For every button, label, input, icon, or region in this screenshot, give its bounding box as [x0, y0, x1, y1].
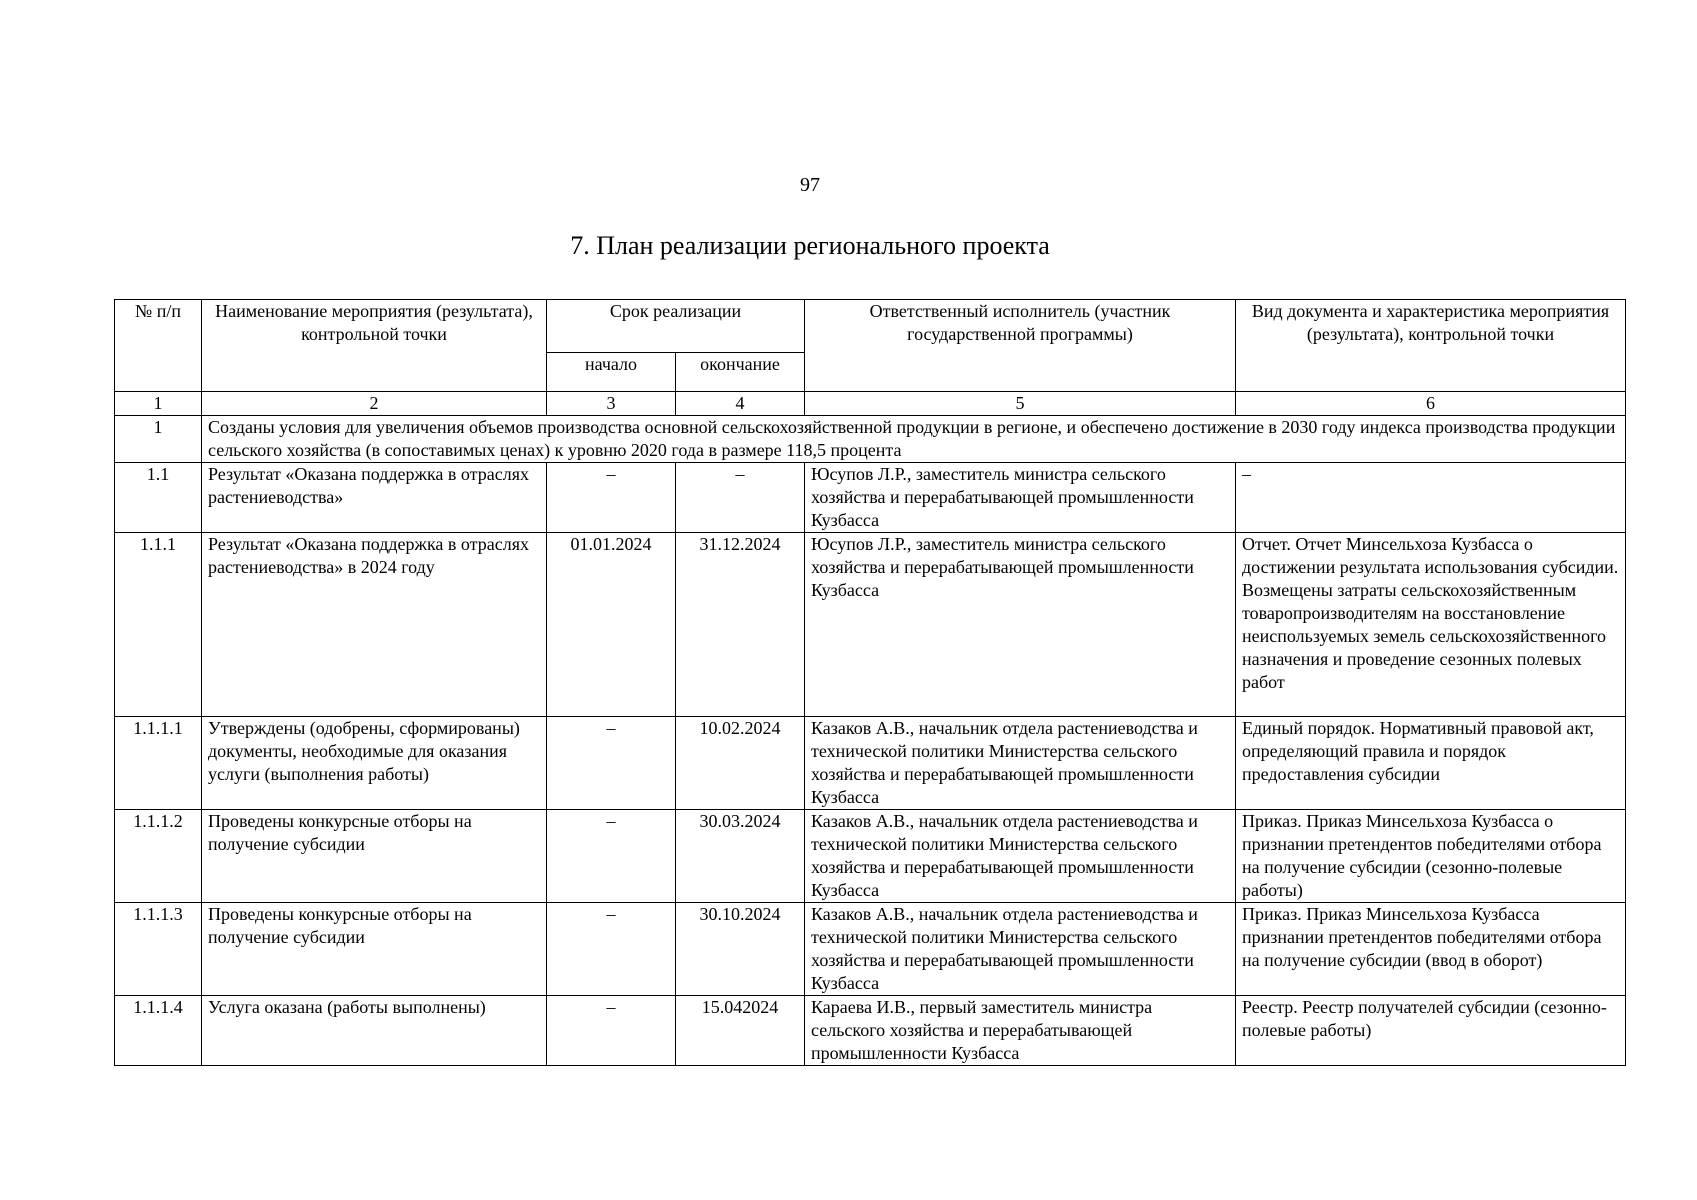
row-start: – [547, 996, 676, 1066]
row-start: – [547, 463, 676, 533]
row-name: Проведены конкурсные отборы на получение субсидии [202, 810, 547, 903]
header-responsible: Ответственный исполнитель (участник государственной программы) [805, 300, 1236, 392]
row-start: – [547, 717, 676, 810]
header-document: Вид документа и характеристика мероприятия (результата), контрольной точки [1236, 300, 1626, 392]
table-row [115, 463, 1626, 533]
row-num: 1.1.1.4 [115, 996, 202, 1066]
row-responsible: Юсупов Л.Р., заместитель министра сельского хозяйства и перерабатывающей промышленности Кузбасса [805, 533, 1236, 717]
row-num: 1.1.1 [115, 533, 202, 717]
plan-table [114, 299, 1626, 1066]
header-num: № п/п [115, 300, 202, 392]
section-num: 1 [115, 416, 202, 463]
table-row [115, 533, 1626, 717]
column-number-row [115, 392, 1626, 416]
page-title: 7. План реализации регионального проекта [570, 231, 1050, 260]
section-text: Созданы условия для увеличения объемов производства основной сельскохозяйственной продукции в регионе, и обеспечено достижение в 2030 году индекса производства продукции сельского хозяйства (в сопоставимых ценах) к уровню 2020 года в размере 118,5 процента [202, 416, 1626, 463]
row-name: Результат «Оказана поддержка в отраслях растениеводства» [202, 463, 547, 533]
header-name: Наименование мероприятия (результата), контрольной точки [202, 300, 547, 392]
column-number: 5 [805, 392, 1236, 416]
row-responsible: Казаков А.В., начальник отдела растениеводства и технической политики Министерства сельского хозяйства и перерабатывающей промышленности Кузбасса [805, 810, 1236, 903]
table-row [115, 810, 1626, 903]
row-end: 31.12.2024 [676, 533, 805, 717]
section-row [115, 416, 1626, 463]
header-end: окончание [676, 353, 805, 392]
row-num: 1.1.1.1 [115, 717, 202, 810]
row-end: 10.02.2024 [676, 717, 805, 810]
row-responsible: Юсупов Л.Р., заместитель министра сельского хозяйства и перерабатывающей промышленности Кузбасса [805, 463, 1236, 533]
row-document: Приказ. Приказ Минсельхоза Кузбасса признании претендентов победителями отбора на получение субсидии (ввод в оборот) [1236, 903, 1626, 996]
row-num: 1.1.1.3 [115, 903, 202, 996]
row-name: Результат «Оказана поддержка в отраслях растениеводства» в 2024 году [202, 533, 547, 717]
column-number: 6 [1236, 392, 1626, 416]
row-start: – [547, 810, 676, 903]
header-row [115, 300, 1626, 353]
row-document: Единый порядок. Нормативный правовой акт, определяющий правила и порядок предоставления субсидии [1236, 717, 1626, 810]
row-start: – [547, 903, 676, 996]
row-end: 30.10.2024 [676, 903, 805, 996]
row-num: 1.1 [115, 463, 202, 533]
table-row [115, 996, 1626, 1066]
header-term: Срок реализации [547, 300, 805, 353]
row-end: 30.03.2024 [676, 810, 805, 903]
row-name: Услуга оказана (работы выполнены) [202, 996, 547, 1066]
row-responsible: Казаков А.В., начальник отдела растениеводства и технической политики Министерства сельского хозяйства и перерабатывающей промышленности Кузбасса [805, 903, 1236, 996]
row-responsible: Казаков А.В., начальник отдела растениеводства и технической политики Министерства сельского хозяйства и перерабатывающей промышленности Кузбасса [805, 717, 1236, 810]
row-start: 01.01.2024 [547, 533, 676, 717]
row-document: Приказ. Приказ Минсельхоза Кузбасса о признании претендентов победителями отбора на получение субсидии (сезонно-полевые работы) [1236, 810, 1626, 903]
column-number: 3 [547, 392, 676, 416]
row-name: Проведены конкурсные отборы на получение субсидии [202, 903, 547, 996]
row-name: Утверждены (одобрены, сформированы) документы, необходимые для оказания услуги (выполнения работы) [202, 717, 547, 810]
column-number: 4 [676, 392, 805, 416]
column-number: 2 [202, 392, 547, 416]
row-document: – [1236, 463, 1626, 533]
row-document: Отчет. Отчет Минсельхоза Кузбасса о достижении результата использования субсидии. Возмещены затраты сельскохозяйственным товаропроизводителям на восстановление неиспользуемых земель сельскохозяйственного назначения и проведение сезонных полевых работ [1236, 533, 1626, 717]
header-start: начало [547, 353, 676, 392]
row-end: – [676, 463, 805, 533]
row-responsible: Караева И.В., первый заместитель министра сельского хозяйства и перерабатывающей промышленности Кузбасса [805, 996, 1236, 1066]
row-end: 15.042024 [676, 996, 805, 1066]
row-document: Реестр. Реестр получателей субсидии (сезонно-полевые работы) [1236, 996, 1626, 1066]
row-num: 1.1.1.2 [115, 810, 202, 903]
table-row [115, 717, 1626, 810]
column-number: 1 [115, 392, 202, 416]
page-number: 97 [800, 174, 820, 196]
table-row [115, 903, 1626, 996]
